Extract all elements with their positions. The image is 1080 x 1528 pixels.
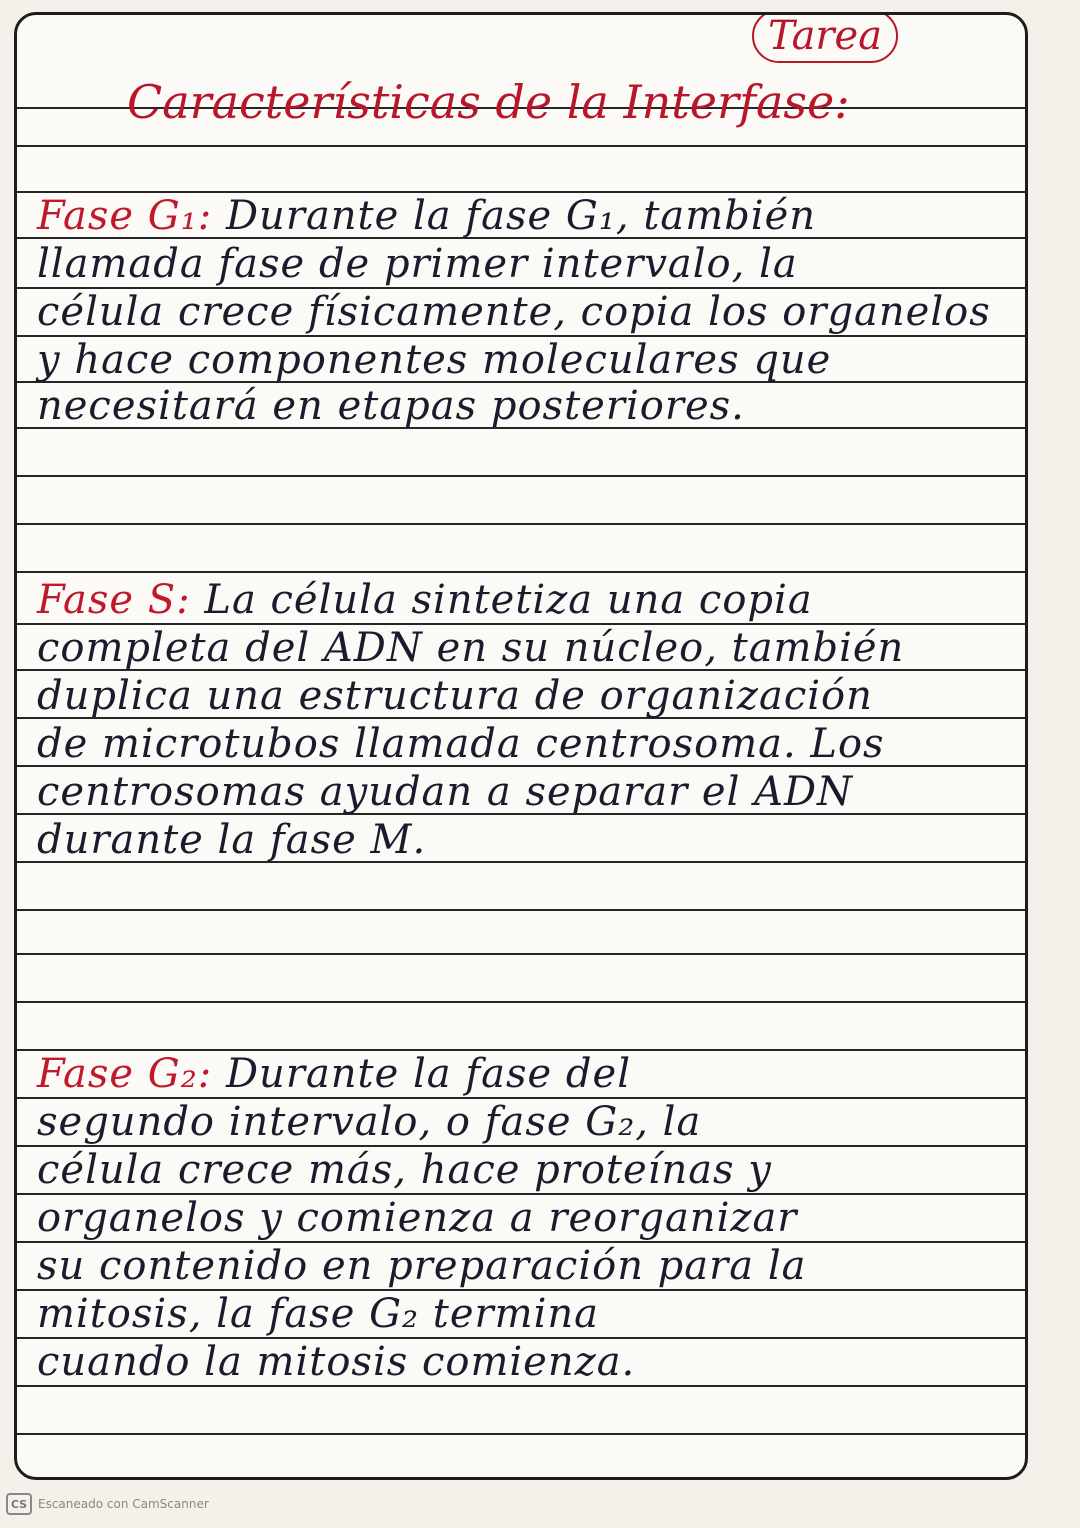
section-s-label: Fase S:: [37, 577, 191, 623]
rule-line: [17, 1385, 1025, 1387]
rule-line: [17, 909, 1025, 911]
watermark-text: Escaneado con CamScanner: [38, 1497, 209, 1511]
section-g1-line-2: llamada fase de primer intervalo, la: [37, 241, 798, 287]
section-g1-text: Durante la fase G₁, también: [225, 193, 817, 239]
rule-line: [17, 1001, 1025, 1003]
section-s-line-2: completa del ADN en su núcleo, también: [37, 625, 905, 671]
rule-line: [17, 953, 1025, 955]
section-s-line-1: [37, 577, 1015, 623]
camscanner-logo-icon: CS: [6, 1493, 32, 1515]
scanner-watermark: [6, 1493, 209, 1515]
section-g1-line-4: y hace componentes moleculares que: [37, 337, 832, 383]
section-g2-line-5: su contenido en preparación para la: [37, 1243, 807, 1289]
section-s-line-3: duplica una estructura de organización: [37, 673, 873, 719]
section-s-line-5: centrosomas ayudan a separar el ADN: [37, 769, 854, 815]
section-s-text: La célula sintetiza una copia: [204, 577, 813, 623]
rule-line: [17, 145, 1025, 147]
tarea-tag: Tarea: [752, 12, 898, 63]
section-g1-label: Fase G₁:: [37, 193, 213, 239]
section-g2-line-4: organelos y comienza a reorganizar: [37, 1195, 798, 1241]
page-title: Características de la Interfase:: [127, 75, 850, 129]
rule-line: [17, 571, 1025, 573]
section-s-line-4: de microtubos llamada centrosoma. Los: [37, 721, 885, 767]
section-g2-text: Durante la fase del: [225, 1051, 631, 1097]
section-g2-label: Fase G₂:: [37, 1051, 213, 1097]
rule-line: [17, 1433, 1025, 1435]
section-g2-line-2: segundo intervalo, o fase G₂, la: [37, 1099, 702, 1145]
rule-line: [17, 523, 1025, 525]
section-g2-line-6: mitosis, la fase G₂ termina: [37, 1291, 599, 1337]
section-s-line-6: durante la fase M.: [37, 817, 427, 863]
section-g1-line-1: [37, 193, 1015, 239]
section-g1-line-3: célula crece físicamente, copia los organelos: [37, 289, 991, 335]
rule-line: [17, 475, 1025, 477]
section-g1-line-5: necesitará en etapas posteriores.: [37, 383, 745, 429]
section-g2-line-1: [37, 1051, 1015, 1097]
notebook-page: [14, 12, 1028, 1480]
section-g2-line-3: célula crece más, hace proteínas y: [37, 1147, 772, 1193]
section-g2-line-7: cuando la mitosis comienza.: [37, 1339, 636, 1385]
